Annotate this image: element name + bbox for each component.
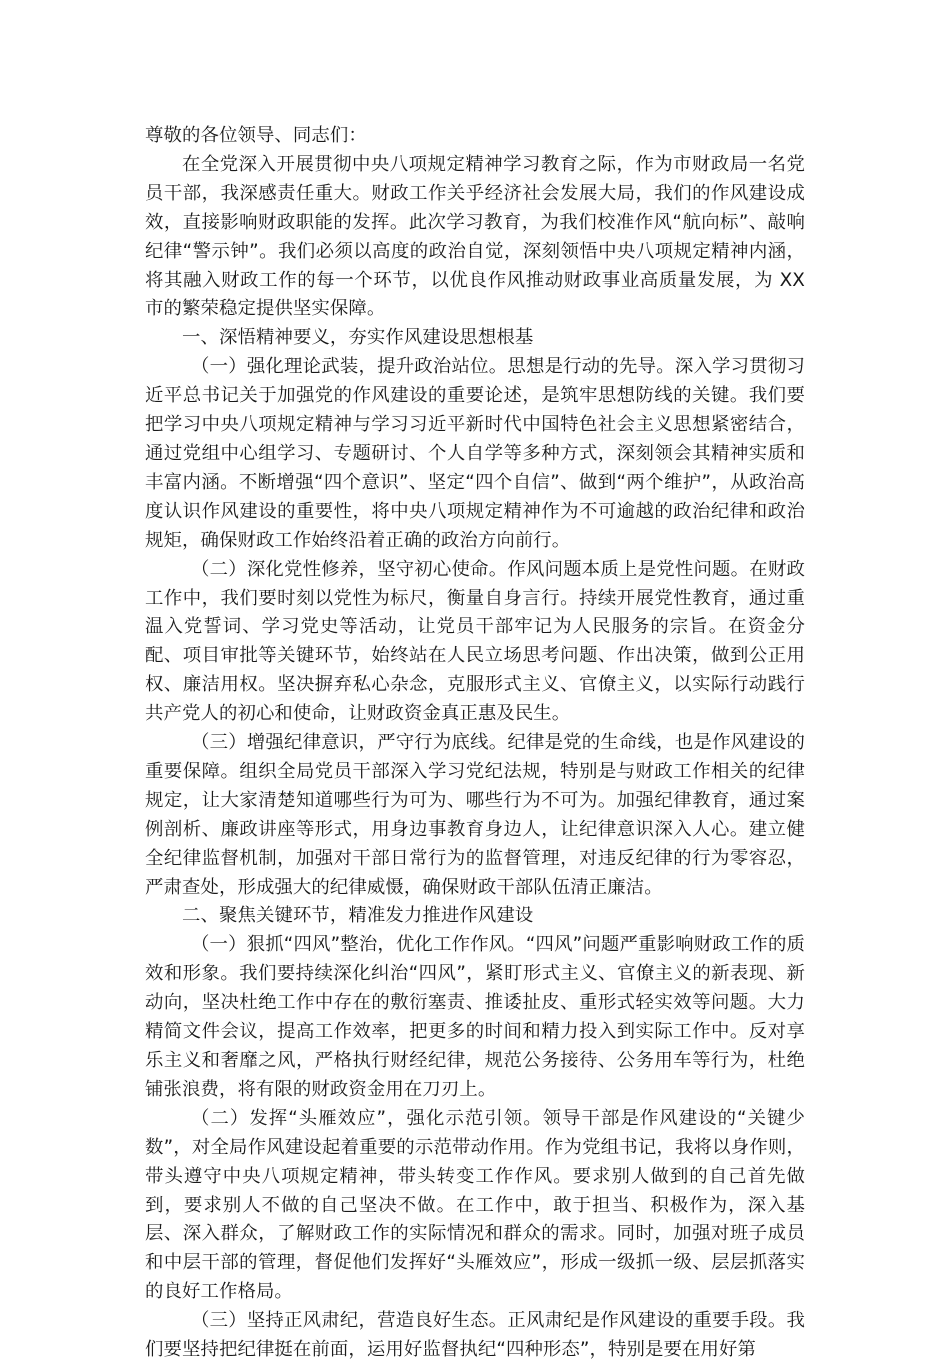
paragraph-2-3: （三）坚持正风肃纪，营造良好生态。正风肃纪是作风建设的重要手段。我们要坚持把纪律挺在前面，运用好监督执纪“四种形态”，特别是要在用好第: [145, 1310, 805, 1361]
section-heading-1: 一、深悟精神要义，夯实作风建设思想根基: [182, 327, 534, 349]
document-body: [145, 122, 805, 1365]
paragraph-1-3: （三）增强纪律意识，严守行为底线。纪律是党的生命线，也是作风建设的重要保障。组织全局党员干部深入学习党纪法规，特别是与财政工作相关的纪律规定，让大家清楚知道哪些行为可为、哪些行为不可为。加强纪律教育，通过案例剖析、廉政讲座等形式，用身边事教育身边人，让纪律意识深入人心。建立健全纪律监督机制，加强对干部日常行为的监督管理，对违反纪律的行为零容忍，严肃查处，形成强大的纪律威慑，确保财政干部队伍清正廉洁。: [145, 732, 805, 898]
intro-paragraph: 在全党深入开展贯彻中央八项规定精神学习教育之际，作为市财政局一名党员干部，我深感责任重大。财政工作关乎经济社会发展大局，我们的作风建设成效，直接影响财政职能的发挥。此次学习教育，为我们校准作风“航向标”、敲响纪律“警示钟”。我们必须以高度的政治自觉，深刻领悟中央八项规定精神内涵，将其融入财政工作的每一个环节，以优良作风推动财政事业高质量发展，为 XX 市的繁荣稳定提供坚实保障。: [145, 153, 805, 320]
paragraph-2-2: （二）发挥“头雁效应”，强化示范引领。领导干部是作风建设的“关键少数”，对全局作风建设起着重要的示范带动作用。作为党组书记，我将以身作则，带头遵守中央八项规定精神，带头转变工作作风。要求别人做到的自己首先做到，要求别人不做的自己坚决不做。在工作中，敢于担当、积极作为，深入基层、深入群众，了解财政工作的实际情况和群众的需求。同时，加强对班子成员和中层干部的管理，督促他们发挥好“头雁效应”，形成一级抓一级、层层抓落实的良好工作格局。: [145, 1107, 805, 1303]
paragraph-2-1: （一）狠抓“四风”整治，优化工作作风。“四风”问题严重影响财政工作的质效和形象。我们要持续深化纠治“四风”，紧盯形式主义、官僚主义的新表现、新动向，坚决杜绝工作中存在的敷衍塞责、推诿扯皮、重形式轻实效等问题。大力精简文件会议，提高工作效率，把更多的时间和精力投入到实际工作中。反对享乐主义和奢靡之风，严格执行财经纪律，规范公务接待、公务用车等行为，杜绝铺张浪费，将有限的财政资金用在刀刃上。: [145, 934, 805, 1100]
salutation: 尊敬的各位领导、同志们：: [145, 125, 367, 146]
paragraph-1-2: （二）深化党性修养，坚守初心使命。作风问题本质上是党性问题。在财政工作中，我们要时刻以党性为标尺，衡量自身言行。持续开展党性教育，通过重温入党誓词、学习党史等活动，让党员干部牢记为人民服务的宗旨。在资金分配、项目审批等关键环节，始终站在人民立场思考问题、作出决策，做到公正用权、廉洁用权。坚决摒弃私心杂念，克服形式主义、官僚主义，以实际行动践行共产党人的初心和使命，让财政资金真正惠及民生。: [145, 558, 805, 725]
paragraph-1-1: （一）强化理论武装，提升政治站位。思想是行动的先导。深入学习贯彻习近平总书记关于加强党的作风建设的重要论述，是筑牢思想防线的关键。我们要把学习中央八项规定精神与学习习近平新时代中国特色社会主义思想紧密结合，通过党组中心组学习、专题研讨、个人自学等多种方式，深刻领会其精神实质和丰富内涵。不断增强“四个意识”、坚定“四个自信”、做到“两个维护”，从政治高度认识作风建设的重要性，将中央八项规定精神作为不可逾越的政治纪律和政治规矩，确保财政工作始终沿着正确的政治方向前行。: [145, 356, 805, 551]
section-heading-2: 二、聚焦关键环节，精准发力推进作风建设: [182, 905, 534, 927]
